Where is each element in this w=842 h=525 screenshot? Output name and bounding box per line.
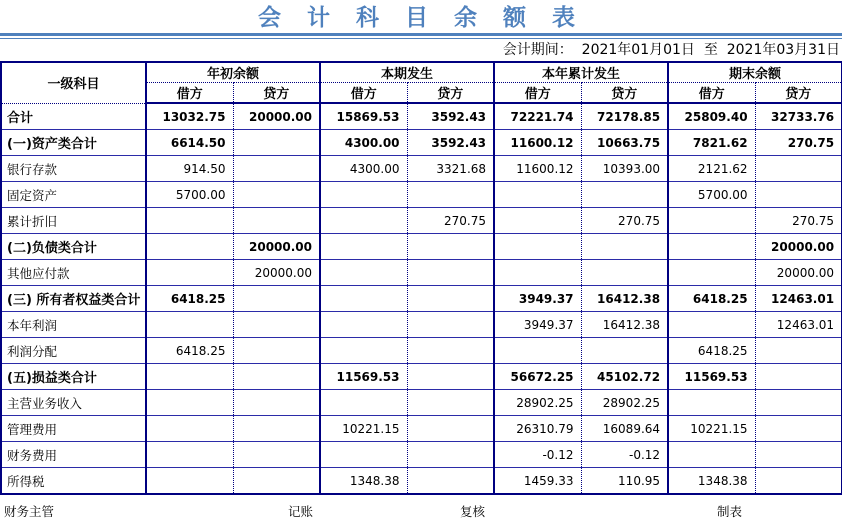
- cell-value: [146, 468, 233, 495]
- sig-bookkeeper: 记账: [288, 504, 314, 519]
- cell-value: [407, 338, 494, 364]
- account-balance-table: [0, 61, 842, 495]
- table-row: [1, 130, 842, 156]
- cell-value: 6418.25: [668, 286, 755, 312]
- cell-value: 270.75: [755, 130, 842, 156]
- row-label: 利润分配: [1, 338, 146, 364]
- cell-value: [233, 156, 320, 182]
- cell-value: [320, 312, 407, 338]
- cell-value: 72221.74: [494, 103, 581, 130]
- cell-value: [320, 234, 407, 260]
- report-title: 会 计 科 目 余 额 表: [257, 5, 585, 31]
- cell-value: 13032.75: [146, 103, 233, 130]
- cell-value: [494, 234, 581, 260]
- cell-value: 7821.62: [668, 130, 755, 156]
- cell-value: 6418.25: [146, 338, 233, 364]
- cell-value: [494, 208, 581, 234]
- cell-value: [320, 286, 407, 312]
- cell-value: [494, 182, 581, 208]
- cell-value: [407, 182, 494, 208]
- cell-value: 1459.33: [494, 468, 581, 495]
- col-group-ytd: 本年累计发生: [494, 62, 668, 83]
- col-group-current-period: 本期发生: [320, 62, 494, 83]
- cell-value: -0.12: [494, 442, 581, 468]
- cell-value: 3949.37: [494, 312, 581, 338]
- cell-value: 16412.38: [581, 312, 668, 338]
- row-label: 合计: [7, 110, 34, 126]
- accounting-period: [0, 39, 842, 61]
- cell-value: 45102.72: [581, 364, 668, 390]
- cell-value: 20000.00: [755, 260, 842, 286]
- cell-value: 28902.25: [581, 390, 668, 416]
- cell-value: -0.12: [581, 442, 668, 468]
- cell-value: 10393.00: [581, 156, 668, 182]
- cell-value: [494, 338, 581, 364]
- cell-value: 32733.76: [755, 103, 842, 130]
- cell-value: 56672.25: [494, 364, 581, 390]
- cell-value: 6418.25: [668, 338, 755, 364]
- cell-value: [668, 442, 755, 468]
- cell-value: [407, 234, 494, 260]
- cell-value: [233, 468, 320, 495]
- row-label: (五)损益类合计: [1, 364, 146, 390]
- cell-value: [407, 260, 494, 286]
- table-row: [1, 260, 842, 286]
- cell-value: [581, 338, 668, 364]
- sig-reviewer: 复核: [460, 504, 486, 519]
- row-label: (二)负债类合计: [1, 234, 146, 260]
- cell-value: 20000.00: [233, 234, 320, 260]
- cell-value: 3592.43: [407, 130, 494, 156]
- cell-value: 15869.53: [320, 103, 407, 130]
- cell-value: [407, 416, 494, 442]
- cell-value: [407, 364, 494, 390]
- table-row: [1, 468, 842, 495]
- cell-value: [755, 338, 842, 364]
- cell-value: 10221.15: [668, 416, 755, 442]
- table-row: [1, 286, 842, 312]
- cell-value: 1348.38: [320, 468, 407, 495]
- cell-value: [233, 312, 320, 338]
- cell-value: [581, 182, 668, 208]
- cell-value: 914.50: [146, 156, 233, 182]
- cell-value: [233, 390, 320, 416]
- table-row: [1, 182, 842, 208]
- accounting-period-value: 2021年01月01日 至 2021年03月31日: [581, 42, 840, 58]
- col-header-credit: 贷方: [233, 83, 320, 104]
- cell-value: 10221.15: [320, 416, 407, 442]
- cell-value: [668, 312, 755, 338]
- table-row: [1, 364, 842, 390]
- cell-value: 5700.00: [668, 182, 755, 208]
- cell-value: 25809.40: [668, 103, 755, 130]
- cell-value: 4300.00: [320, 130, 407, 156]
- row-label: 固定资产: [1, 182, 146, 208]
- cell-value: [407, 312, 494, 338]
- cell-value: 11600.12: [494, 130, 581, 156]
- cell-value: [146, 390, 233, 416]
- table-row: [1, 103, 842, 130]
- cell-value: 6418.25: [146, 286, 233, 312]
- cell-value: [407, 468, 494, 495]
- col-header-credit: 贷方: [407, 83, 494, 104]
- accounting-period-label: 会计期间：: [502, 42, 582, 58]
- cell-value: 26310.79: [494, 416, 581, 442]
- cell-value: [146, 208, 233, 234]
- cell-value: [233, 130, 320, 156]
- cell-value: [581, 260, 668, 286]
- cell-value: 110.95: [581, 468, 668, 495]
- row-label: 累计折旧: [1, 208, 146, 234]
- table-row: [1, 208, 842, 234]
- cell-value: 270.75: [755, 208, 842, 234]
- cell-value: 11600.12: [494, 156, 581, 182]
- cell-value: 16412.38: [581, 286, 668, 312]
- cell-value: [146, 442, 233, 468]
- col-header-credit: 贷方: [755, 83, 842, 104]
- cell-value: 11569.53: [668, 364, 755, 390]
- table-row: [1, 390, 842, 416]
- cell-value: [407, 390, 494, 416]
- cell-value: [233, 416, 320, 442]
- table-row: [1, 312, 842, 338]
- cell-value: [146, 312, 233, 338]
- cell-value: 4300.00: [320, 156, 407, 182]
- cell-value: [233, 286, 320, 312]
- cell-value: 10663.75: [581, 130, 668, 156]
- cell-value: [581, 234, 668, 260]
- sig-finance-director: 财务主管: [4, 504, 55, 519]
- col-group-ending-balance: 期末余额: [668, 62, 842, 83]
- cell-value: 270.75: [581, 208, 668, 234]
- col-header-debit: 借方: [320, 83, 407, 104]
- cell-value: [668, 234, 755, 260]
- cell-value: 20000.00: [755, 234, 842, 260]
- table-row: [1, 156, 842, 182]
- cell-value: 20000.00: [233, 103, 320, 130]
- cell-value: [668, 260, 755, 286]
- row-label: 所得税: [1, 468, 146, 495]
- cell-value: 3592.43: [407, 103, 494, 130]
- table-row: [1, 416, 842, 442]
- table-row: [1, 234, 842, 260]
- signature-row: [0, 495, 842, 525]
- header-group-row: [1, 62, 842, 83]
- row-label: (一)资产类合计: [1, 130, 146, 156]
- cell-value: [233, 208, 320, 234]
- title-rule-thick: [0, 33, 842, 36]
- cell-value: [146, 260, 233, 286]
- cell-value: 16089.64: [581, 416, 668, 442]
- row-label: 其他应付款: [1, 260, 146, 286]
- row-label: (三) 所有者权益类合计: [1, 286, 146, 312]
- cell-value: [755, 390, 842, 416]
- col-header-credit: 贷方: [581, 83, 668, 104]
- cell-value: 12463.01: [755, 312, 842, 338]
- cell-value: 5700.00: [146, 182, 233, 208]
- cell-value: [146, 416, 233, 442]
- table-row: [1, 338, 842, 364]
- cell-value: [755, 182, 842, 208]
- cell-value: [233, 338, 320, 364]
- col-header-debit: 借方: [494, 83, 581, 104]
- cell-value: [755, 468, 842, 495]
- row-label: 管理费用: [1, 416, 146, 442]
- cell-value: [233, 364, 320, 390]
- cell-value: [146, 234, 233, 260]
- col-header-subject: 一级科目: [1, 62, 146, 103]
- cell-value: [755, 364, 842, 390]
- row-label: 银行存款: [1, 156, 146, 182]
- cell-value: [755, 442, 842, 468]
- cell-value: [407, 442, 494, 468]
- cell-value: 270.75: [407, 208, 494, 234]
- row-label: 主营业务收入: [1, 390, 146, 416]
- table-row: [1, 442, 842, 468]
- cell-value: [233, 182, 320, 208]
- col-group-beginning-balance: 年初余额: [146, 62, 320, 83]
- cell-value: 3321.68: [407, 156, 494, 182]
- cell-value: 2121.62: [668, 156, 755, 182]
- cell-value: 28902.25: [494, 390, 581, 416]
- cell-value: [494, 260, 581, 286]
- sig-preparer: 制表: [717, 504, 743, 519]
- row-label: 本年利润: [1, 312, 146, 338]
- cell-value: [320, 182, 407, 208]
- col-header-debit: 借方: [668, 83, 755, 104]
- cell-value: [320, 338, 407, 364]
- cell-value: 12463.01: [755, 286, 842, 312]
- cell-value: 1348.38: [668, 468, 755, 495]
- cell-value: 3949.37: [494, 286, 581, 312]
- cell-value: [755, 416, 842, 442]
- cell-value: 6614.50: [146, 130, 233, 156]
- cell-value: [407, 286, 494, 312]
- cell-value: [146, 364, 233, 390]
- cell-value: [668, 208, 755, 234]
- cell-value: [668, 390, 755, 416]
- cell-value: [320, 260, 407, 286]
- cell-value: [233, 442, 320, 468]
- row-label: 财务费用: [1, 442, 146, 468]
- col-header-debit: 借方: [146, 83, 233, 104]
- cell-value: [320, 442, 407, 468]
- cell-value: [755, 156, 842, 182]
- cell-value: 11569.53: [320, 364, 407, 390]
- cell-value: [320, 390, 407, 416]
- cell-value: 72178.85: [581, 103, 668, 130]
- cell-value: 20000.00: [233, 260, 320, 286]
- cell-value: [320, 208, 407, 234]
